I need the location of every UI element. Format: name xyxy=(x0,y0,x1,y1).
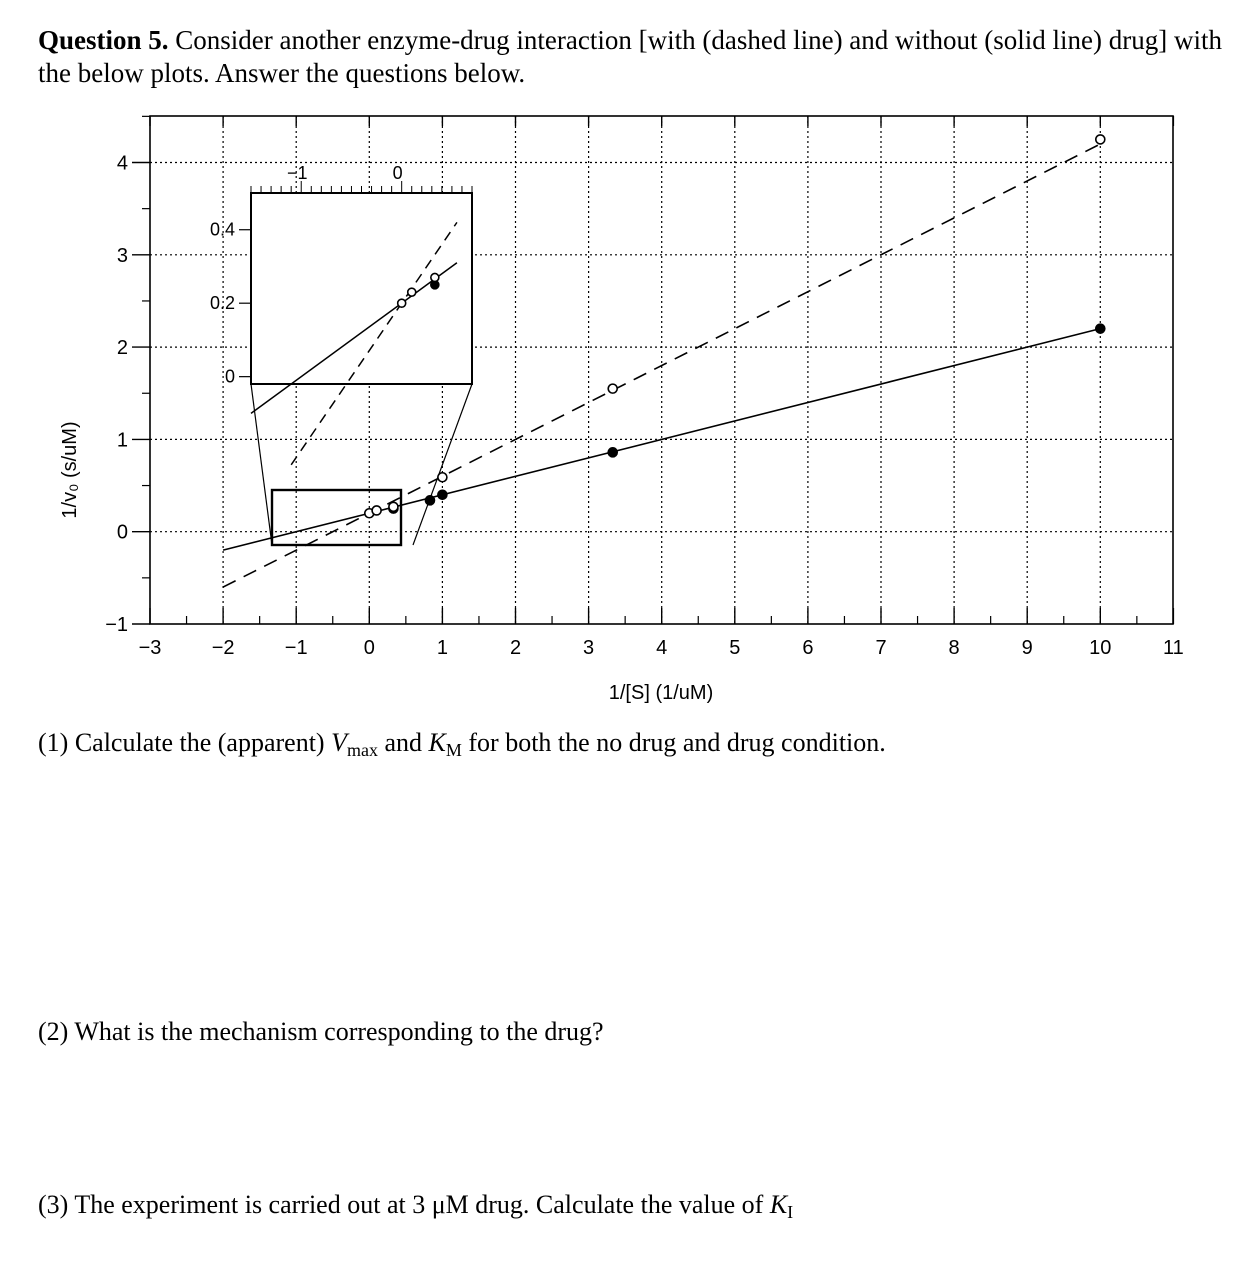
inset-y-tick-label: 0.2 xyxy=(209,293,235,314)
q2-text: (2) What is the mechanism corresponding to the drug? xyxy=(38,1017,604,1046)
y-tick-label: 2 xyxy=(116,337,128,360)
inset-point-drug xyxy=(408,288,416,296)
inset-x-tick-label: 0 xyxy=(392,163,403,183)
ki-subscript: I xyxy=(787,1202,794,1222)
zoom-region-box xyxy=(272,490,401,545)
x-tick-label: 2 xyxy=(509,637,522,659)
x-axis-label: 1/[S] (1/uM) xyxy=(608,682,714,704)
data-point-drug xyxy=(1096,135,1105,144)
data-point-drug xyxy=(372,506,381,515)
question-number: Question 5. xyxy=(38,25,169,55)
ki-symbol: K xyxy=(769,1190,788,1219)
data-point-drug xyxy=(608,384,617,393)
x-tick-label: 5 xyxy=(729,637,741,659)
x-tick-label: 8 xyxy=(948,637,960,659)
sub-question-1 xyxy=(38,727,886,766)
zoom-connector-right xyxy=(413,384,472,545)
q1-number: (1) xyxy=(38,728,69,757)
q1-middle: and xyxy=(384,728,423,757)
x-tick-label: 10 xyxy=(1089,637,1112,659)
q1-after: for both the no drug and drug condition. xyxy=(468,728,886,757)
vmax-symbol: V xyxy=(331,728,347,757)
inset-y-tick-label: 0 xyxy=(224,366,235,387)
data-point-no-drug xyxy=(608,448,617,457)
x-tick-label: 1 xyxy=(436,637,448,659)
inset-x-tick-label: −1 xyxy=(286,163,308,183)
question-text: Consider another enzyme-drug interaction [with (dashed line) and without (solid line) drug] with the below plots. Answer the questions below. xyxy=(38,25,1223,88)
x-tick-label: 0 xyxy=(363,637,375,659)
inset-layer xyxy=(210,163,472,545)
y-tick-label: −1 xyxy=(105,614,128,636)
data-point-no-drug xyxy=(438,490,447,499)
vmax-subscript: max xyxy=(346,740,378,760)
inset-point-drug xyxy=(431,273,439,281)
inset-frame xyxy=(251,193,472,384)
y-tick-label: 1 xyxy=(116,429,128,452)
x-tick-label: 4 xyxy=(656,637,668,659)
y-axis-label: 1/v₀ (s/uM) xyxy=(59,421,81,519)
sub-question-2 xyxy=(38,1016,604,1048)
km-symbol: K xyxy=(428,728,446,757)
x-tick-label: −1 xyxy=(284,637,308,659)
data-point-no-drug xyxy=(425,496,434,505)
x-tick-label: 9 xyxy=(1021,637,1033,659)
y-tick-label: 3 xyxy=(116,244,128,267)
q1-before: Calculate the (apparent) xyxy=(74,728,325,757)
x-tick-label: 7 xyxy=(875,637,887,659)
x-tick-label: 6 xyxy=(802,637,814,659)
sub-question-3 xyxy=(38,1189,793,1228)
zoom-connector-left xyxy=(251,384,272,545)
data-point-drug xyxy=(438,473,447,482)
question-header xyxy=(38,24,1228,90)
y-tick-label: 4 xyxy=(116,152,128,175)
lineweaver-burk-chart xyxy=(0,100,1260,710)
km-subscript: M xyxy=(445,740,462,760)
x-tick-label: 11 xyxy=(1163,637,1184,659)
y-tick-label: 0 xyxy=(116,521,128,544)
q3-before: (3) The experiment is carried out at 3 μM drug. Calculate the value of xyxy=(38,1190,764,1219)
x-tick-label: −3 xyxy=(138,637,162,659)
data-point-drug xyxy=(389,502,398,511)
x-tick-label: −2 xyxy=(211,637,235,659)
inset-point-drug xyxy=(398,299,406,307)
inset-y-tick-label: 0.4 xyxy=(209,219,235,240)
data-point-no-drug xyxy=(1096,324,1105,333)
x-tick-label: 3 xyxy=(583,637,595,659)
